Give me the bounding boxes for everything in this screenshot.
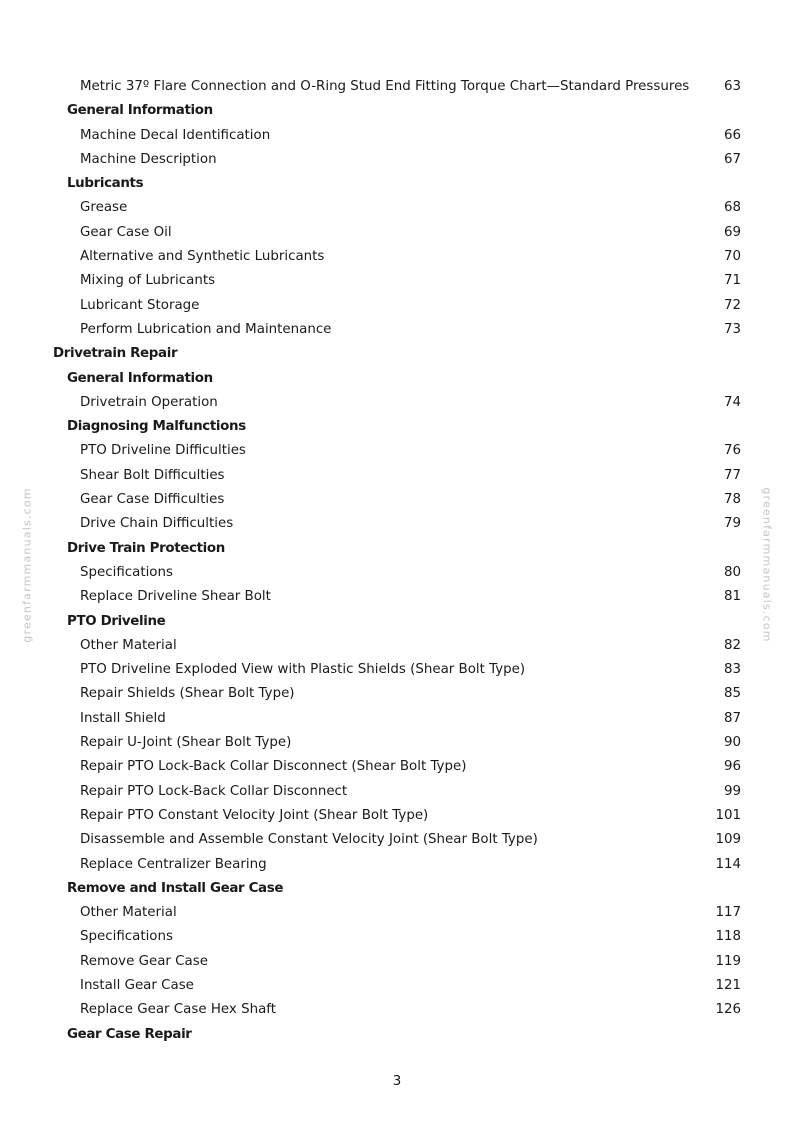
toc-entry-title: Other Material xyxy=(80,905,177,921)
toc-entry-title: Remove and Install Gear Case xyxy=(67,880,284,896)
toc-entry-page: 76 xyxy=(723,443,741,459)
toc-entry[interactable] xyxy=(0,196,794,220)
toc-entry-page: 74 xyxy=(723,394,741,410)
toc-entry[interactable] xyxy=(0,464,794,488)
toc-entry-page: 82 xyxy=(723,637,741,653)
toc-entry[interactable] xyxy=(0,318,794,342)
toc-entry[interactable] xyxy=(0,124,794,148)
toc-entry-page: 114 xyxy=(715,856,741,872)
toc-entry[interactable] xyxy=(0,391,794,415)
toc-section-heading[interactable] xyxy=(0,172,794,196)
toc-entry[interactable] xyxy=(0,707,794,731)
toc-entry-page: 99 xyxy=(723,783,741,799)
toc-entry[interactable] xyxy=(0,901,794,925)
toc-entry-title: PTO Driveline xyxy=(67,613,166,629)
toc-entry-title: Lubricant Storage xyxy=(80,297,200,313)
toc-entry[interactable] xyxy=(0,974,794,998)
toc-entry[interactable] xyxy=(0,998,794,1022)
toc-entry-page: 63 xyxy=(723,79,741,94)
toc-entry[interactable] xyxy=(0,512,794,536)
toc-entry[interactable] xyxy=(0,439,794,463)
toc-entry[interactable] xyxy=(0,245,794,269)
toc-entry-title: Repair PTO Constant Velocity Joint (Shear Bolt Type) xyxy=(80,807,429,823)
toc-entry-page: 78 xyxy=(723,492,741,508)
watermark-left: greenfarmmanuals.com xyxy=(20,487,34,643)
toc-section-heading[interactable] xyxy=(0,99,794,123)
toc-section-heading[interactable] xyxy=(0,610,794,634)
toc-entry-page: 101 xyxy=(715,807,741,823)
toc-entry[interactable] xyxy=(0,950,794,974)
toc-entry-title: Gear Case Difficulties xyxy=(80,492,225,508)
toc-entry-page: 69 xyxy=(723,224,741,240)
toc-entry-title: Machine Decal Identification xyxy=(80,127,271,143)
toc-section-heading[interactable] xyxy=(0,1023,794,1047)
toc-entry-page: 126 xyxy=(715,1002,741,1018)
toc-entry-title: Replace Driveline Shear Bolt xyxy=(80,589,271,605)
toc-entry-title: Shear Bolt Difficulties xyxy=(80,467,225,483)
toc-entry[interactable] xyxy=(0,804,794,828)
toc-entry-title: Gear Case Repair xyxy=(67,1026,192,1042)
toc-entry-page: 73 xyxy=(723,321,741,337)
toc-entry-title: Specifications xyxy=(80,929,173,945)
toc-section-heading[interactable] xyxy=(0,342,794,366)
toc-entry[interactable] xyxy=(0,682,794,706)
toc-entry-page: 109 xyxy=(715,832,741,848)
toc-entry-title: Disassemble and Assemble Constant Velocity Joint (Shear Bolt Type) xyxy=(80,832,538,848)
toc-entry-page: 71 xyxy=(723,273,741,289)
toc-entry-page: 96 xyxy=(723,759,741,775)
toc-entry[interactable] xyxy=(0,731,794,755)
toc-entry[interactable] xyxy=(0,853,794,877)
toc-entry[interactable] xyxy=(0,658,794,682)
toc-entry[interactable] xyxy=(0,755,794,779)
toc-entry[interactable] xyxy=(0,780,794,804)
toc-entry-title: PTO Driveline Exploded View with Plastic Shields (Shear Bolt Type) xyxy=(80,662,526,678)
toc-entry-title: Drive Train Protection xyxy=(67,540,225,556)
toc-entry[interactable] xyxy=(0,269,794,293)
toc-entry-page: 79 xyxy=(723,516,741,532)
toc-entry[interactable] xyxy=(0,634,794,658)
toc-entry-title: Install Shield xyxy=(80,710,166,726)
toc-entry-page: 72 xyxy=(723,297,741,313)
toc-entry-page: 77 xyxy=(723,467,741,483)
toc-entry-page: 118 xyxy=(715,929,741,945)
toc-section-heading[interactable] xyxy=(0,877,794,901)
toc-section-heading[interactable] xyxy=(0,367,794,391)
toc-entry-page: 85 xyxy=(723,686,741,702)
toc-entry-page: 121 xyxy=(715,977,741,993)
toc-entry-title: Specifications xyxy=(80,564,173,580)
toc-entry-page: 66 xyxy=(723,127,741,143)
toc-entry[interactable] xyxy=(0,925,794,949)
toc-entry-title: PTO Driveline Difficulties xyxy=(80,443,246,459)
toc-entry-page: 87 xyxy=(723,710,741,726)
toc-entry-title: Grease xyxy=(80,200,128,216)
toc-entry-page: 70 xyxy=(723,249,741,265)
toc-entry-title: Drivetrain Operation xyxy=(80,394,218,410)
toc-entry-title: Repair PTO Lock-Back Collar Disconnect (Shear Bolt Type) xyxy=(80,759,467,775)
toc-entry-title: Alternative and Synthetic Lubricants xyxy=(80,249,325,265)
toc-entry-title: Drive Chain Difficulties xyxy=(80,516,234,532)
toc-section-heading[interactable] xyxy=(0,537,794,561)
toc-entry-title: Mixing of Lubricants xyxy=(80,273,216,289)
toc-entry[interactable] xyxy=(0,221,794,245)
toc-entry-page: 83 xyxy=(723,662,741,678)
toc-entry-title: Repair PTO Lock-Back Collar Disconnect xyxy=(80,783,348,799)
toc-entry-title: Metric 37º Flare Connection and O-Ring Stud End Fitting Torque Chart—Standard Pressures xyxy=(80,79,690,94)
toc-entry-title: General Information xyxy=(67,103,213,119)
table-of-contents xyxy=(0,75,794,1047)
toc-entry-title: Repair U-Joint (Shear Bolt Type) xyxy=(80,735,292,751)
toc-entry-page: 68 xyxy=(723,200,741,216)
toc-entry-title: General Information xyxy=(67,370,213,386)
toc-entry-page: 81 xyxy=(723,589,741,605)
toc-entry-title: Diagnosing Malfunctions xyxy=(67,419,246,435)
toc-entry-title: Remove Gear Case xyxy=(80,953,208,969)
toc-entry-page: 90 xyxy=(723,735,741,751)
toc-entry[interactable] xyxy=(0,148,794,172)
toc-entry[interactable] xyxy=(0,561,794,585)
toc-entry-title: Replace Gear Case Hex Shaft xyxy=(80,1002,277,1018)
toc-entry[interactable] xyxy=(0,828,794,852)
watermark-right: greenfarmmanuals.com xyxy=(760,487,774,643)
toc-entry[interactable] xyxy=(0,585,794,609)
toc-entry-title: Machine Description xyxy=(80,151,217,167)
toc-entry[interactable] xyxy=(0,488,794,512)
toc-entry-title: Lubricants xyxy=(67,176,144,192)
toc-entry-page: 80 xyxy=(723,564,741,580)
toc-entry-title: Other Material xyxy=(80,637,177,653)
toc-entry-title: Drivetrain Repair xyxy=(53,346,178,362)
toc-entry-page: 117 xyxy=(715,905,741,921)
page-number: 3 xyxy=(392,1074,402,1089)
toc-entry-page: 67 xyxy=(723,151,741,167)
toc-entry-title: Gear Case Oil xyxy=(80,224,172,240)
toc-entry-title: Repair Shields (Shear Bolt Type) xyxy=(80,686,295,702)
toc-entry[interactable] xyxy=(0,75,794,99)
toc-entry-title: Install Gear Case xyxy=(80,977,194,993)
toc-entry-page: 119 xyxy=(715,953,741,969)
toc-entry-title: Replace Centralizer Bearing xyxy=(80,856,267,872)
toc-entry[interactable] xyxy=(0,294,794,318)
toc-entry-title: Perform Lubrication and Maintenance xyxy=(80,321,332,337)
toc-section-heading[interactable] xyxy=(0,415,794,439)
